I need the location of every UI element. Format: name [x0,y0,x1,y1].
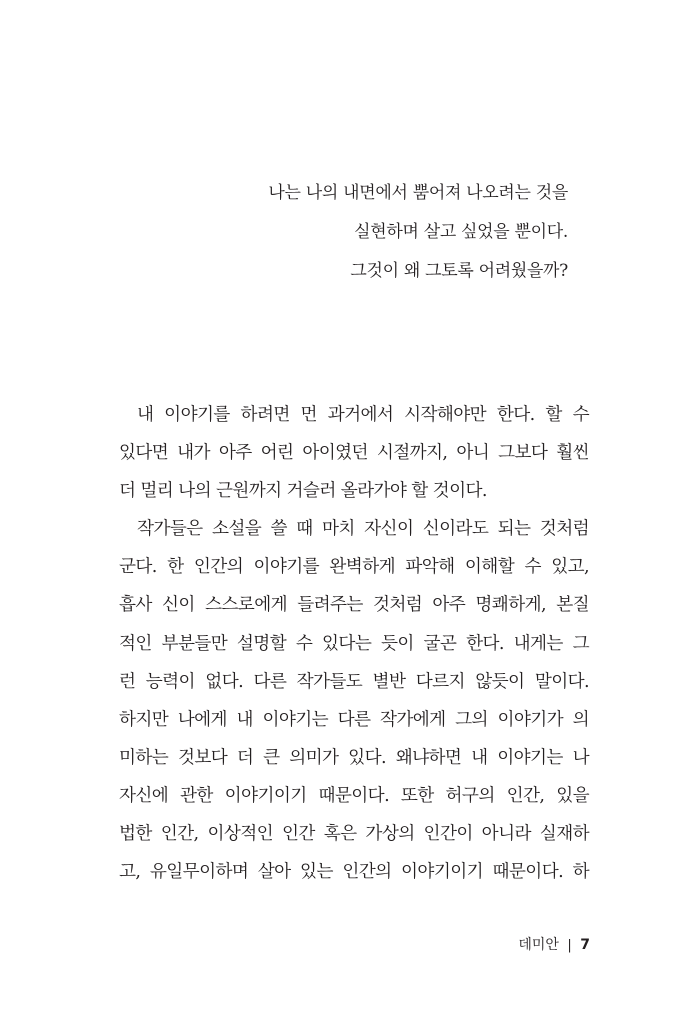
epigraph [208,178,568,295]
paragraph-line: 자신에 관한 이야기이기 때문이다. 또한 허구의 인간, 있을 [119,785,589,806]
epigraph-line: 나는 나의 내면에서 뿜어져 나오려는 것을 [268,183,568,203]
footer-separator: | [567,938,572,953]
paragraph-line: 적인 부분들만 설명할 수 있다는 듯이 굴곤 한다. 내게는 그 [119,633,589,654]
running-title: 데미안 [518,937,559,953]
paragraph-line: 내 이야기를 하려면 먼 과거에서 시작해야만 한다. 할 수 [137,405,589,425]
epigraph-line: 실현하며 살고 싶었을 뿐이다. [354,222,568,242]
paragraph-line: 하지만 나에게 내 이야기는 다른 작가에게 그의 이야기가 의 [119,709,589,730]
paragraph-line: 법한 인간, 이상적인 인간 혹은 가상의 인간이 아니라 실재하 [119,824,589,845]
page-footer [518,934,590,954]
paragraph-line: 흡사 신이 스스로에게 들려주는 것처럼 아주 명쾌하게, 본질 [119,595,589,616]
page-number: 7 [580,937,590,953]
paragraph-line: 군다. 한 인간의 이야기를 완벽하게 파악해 이해할 수 있고, [119,557,589,578]
paragraph-line: 미하는 것보다 더 큰 의미가 있다. 왜냐하면 내 이야기는 나 [119,747,589,768]
body-text [119,396,589,891]
paragraph-line: 고, 유일무이하며 살아 있는 인간의 이야기이기 때문이다. 하 [119,862,589,883]
epigraph-line: 그것이 왜 그토록 어려웠을까? [350,261,568,281]
paragraph-line: 더 멀리 나의 근원까지 거슬러 올라가야 할 것이다. [119,481,487,502]
paragraph-line: 런 능력이 없다. 다른 작가들도 별반 다르지 않듯이 말이다. [119,671,589,692]
paragraph-line: 있다면 내가 아주 어린 아이였던 시절까지, 아니 그보다 훨씬 [119,443,589,464]
paragraph-line: 작가들은 소설을 쓸 때 마치 자신이 신이라도 되는 것처럼 [137,519,589,540]
